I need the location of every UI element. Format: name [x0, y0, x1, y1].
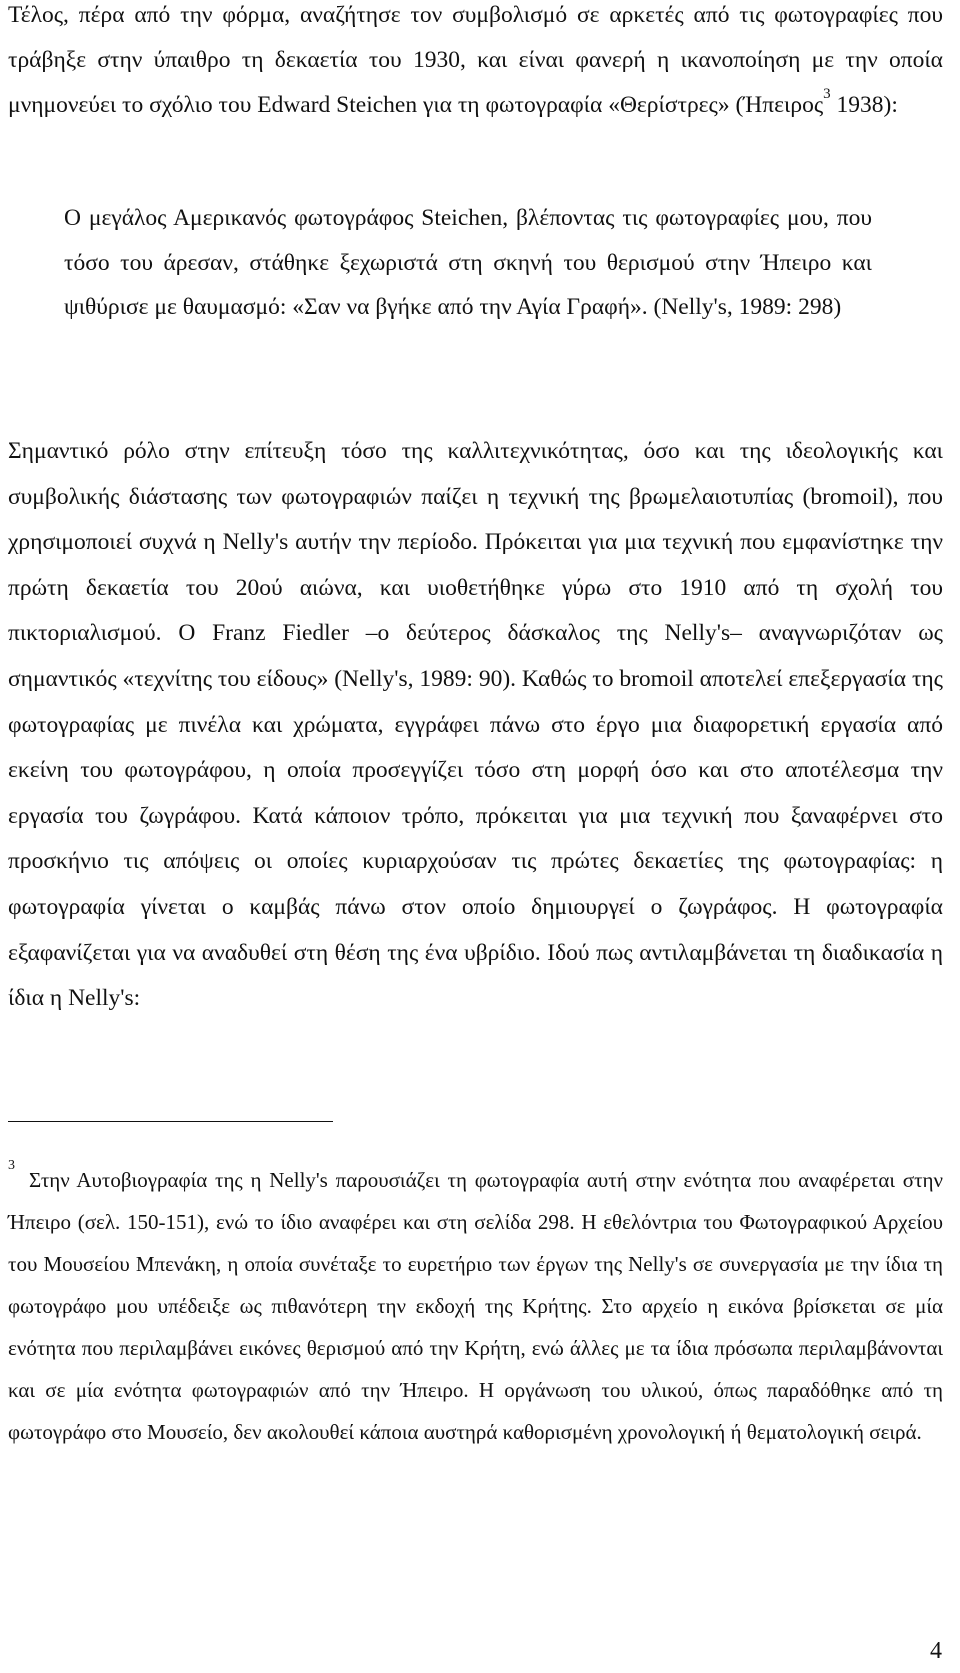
main-paragraph: Σημαντικό ρόλο στην επίτευξη τόσο της καλλιτεχνικότητας, όσο και της ιδεολογικής και συμβολικής διάστασης των φωτογραφιών παίζει η τεχνική της βρωμελαιοτυπίας (bromoil), που χρησιμοποιεί συχνά η Nelly's αυτήν την περίοδο. Πρόκειται για μια τεχνική που εμφανίστηκε την πρώτη δεκαετία του 20ού αιώνα, και υιοθετήθηκε γύρω στο 1910 από τη σχολή του πικτοριαλισμού. Ο Franz Fiedler –ο δεύτερος δάσκαλος της Nelly's– αναγνωριζόταν ως σημαντικός «τεχνίτης του είδους» (Nelly's, 1989: 90). Καθώς το bromoil αποτελεί επεξεργασία της φωτογραφίας με πινέλα και χρώματα, εγγράφει πάνω στο έργο μια διαφορετική εργασία από εκείνη του φωτογράφου, η οποία προσεγγίζει τόσο στη μορφή όσο και στο αποτέλεσμα την εργασία του ζωγράφου. Κατά κάποιον τρόπο, πρόκειται για μια τεχνική που ξαναφέρνει στο προσκήνιο τις απόψεις οι οποίες κυριαρχούσαν τις πρώτες δεκαετίες της φωτογραφίας: η φωτογραφία γίνεται ο καμβάς πάνω στον οποίο δημιουργεί ο ζωγράφος. Η φωτογραφία εξαφανίζεται για να αναδυθεί στη θέση της ένα υβρίδιο. Ιδού πως αντιλαμβάνεται τη διαδικασία η ίδια η Nelly's: — [8, 438, 943, 1012]
footnote — [8, 1145, 943, 1453]
block-quote: Ο μεγάλος Αμερικανός φωτογράφος Steichen, βλέποντας τις φωτογραφίες μου, που τόσο του άρεσαν, στάθηκε ξεχωριστά στη σκηνή του θερισμού στην Ήπειρο και ψιθύρισε με θαυμασμό: «Σαν να βγήκε από την Αγία Γραφή». (Nelly's, 1989: 298) — [64, 205, 872, 320]
footnote-text: Στην Αυτοβιογραφία της η Nelly's παρουσιάζει τη φωτογραφία αυτή στην ενότητα που αναφέρεται στην Ήπειρο (σελ. 150-151), ενώ το ίδιο αναφέρει και στη σελίδα 298. Η εθελόντρια του Φωτογραφικού Αρχείου του Μουσείου Μπενάκη, η οποία συνέταξε το ευρετήριο των έργων της Nelly's σε συνεργασία με την ίδια τη φωτογράφο μου υπέδειξε ως πιθανότερη την εκδοχή της Κρήτης. Στο αρχείο η εικόνα βρίσκεται σε μία ενότητα που περιλαμβάνει εικόνες θερισμού από την Κρήτη, ενώ άλλες με τα ίδια πρόσωπα περιλαμβάνονται και σε μία ενότητα φωτογραφιών από την Ήπειρο. Η οργάνωση του υλικού, όπως παραδόθηκε από τη φωτογράφο στο Μουσείο, δεν ακολουθεί κάποια αυστηρά καθορισμένη χρονολογική ή θεματολογική σειρά. — [8, 1168, 943, 1444]
page-number: 4 — [930, 1638, 942, 1664]
footnote-reference[interactable]: 3 — [823, 85, 831, 102]
intro-paragraph — [8, 0, 943, 127]
intro-text-end: 1938): — [830, 91, 898, 118]
footnote-number: 3 — [8, 1158, 15, 1173]
intro-text: Τέλος, πέρα από την φόρμα, αναζήτησε τον συμβολισμό σε αρκετές από τις φωτογραφίες που τράβηξε στην ύπαιθρο τη δεκαετία του 1930, και είναι φανερή η ικανοποίηση με την οποία μνημονεύει το σχόλιο του Edward Steichen για τη φωτογραφία «Θερίστρες» (Ήπειρος — [8, 2, 943, 118]
footnote-separator — [8, 1121, 333, 1122]
